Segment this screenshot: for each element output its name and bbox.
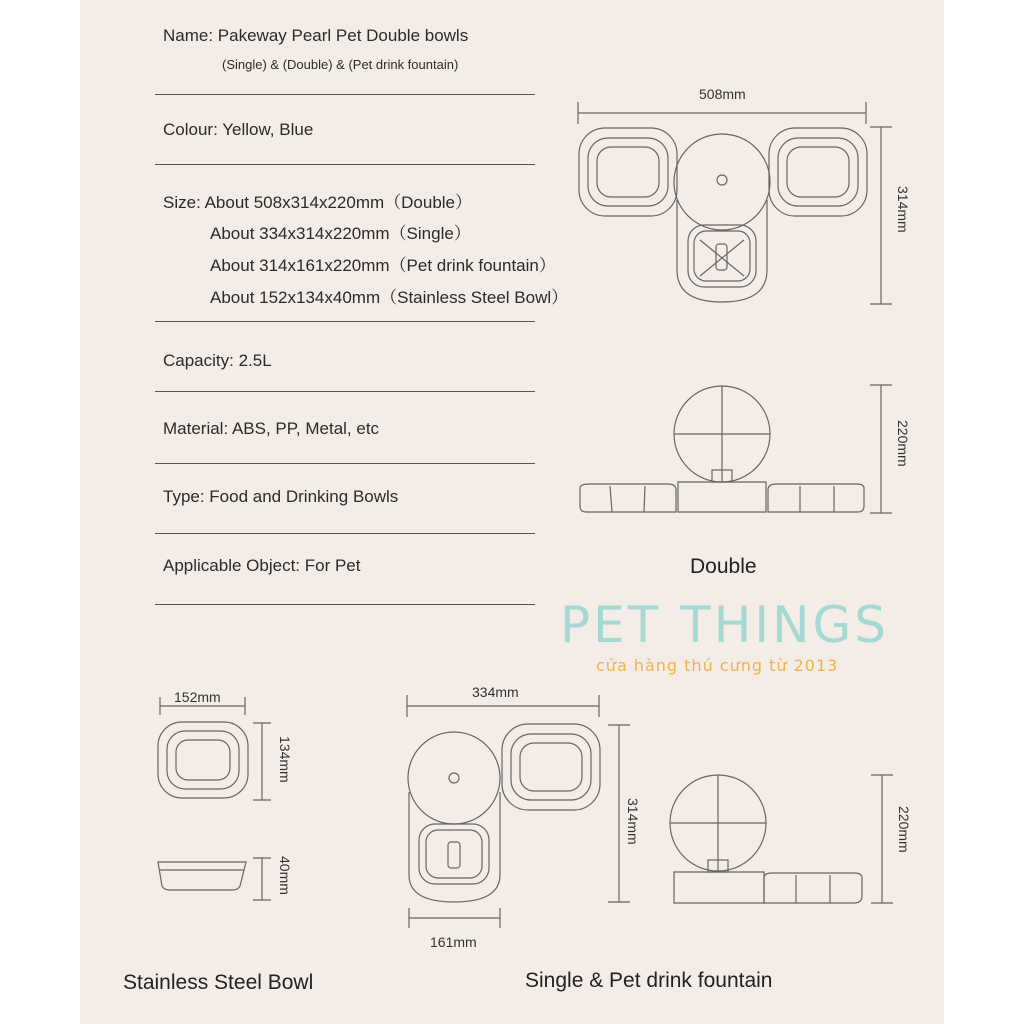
spec-size-bowl: About 152x134x40mm（Stainless Steel Bowl） [210, 288, 569, 307]
pet-things-tagline: cửa hàng thú cưng từ 2013 [596, 656, 839, 675]
spec-size-double: Size: About 508x314x220mm（Double） [163, 193, 473, 212]
bowl-caption: Stainless Steel Bowl [123, 971, 314, 994]
double-width-label: 508mm [699, 86, 746, 102]
spec-type: Type: Food and Drinking Bowls [163, 487, 399, 506]
pet-things-logo: PET THINGS [560, 596, 889, 654]
double-height-label: 220mm [895, 420, 911, 467]
single-height-label: 220mm [896, 806, 912, 853]
fountain-width-label: 161mm [430, 934, 477, 950]
double-caption: Double [690, 555, 757, 578]
double-depth-label: 314mm [895, 186, 911, 233]
bowl-depth-label: 134mm [277, 736, 293, 783]
spec-size-single: About 334x314x220mm（Single） [210, 224, 471, 243]
spec-colour: Colour: Yellow, Blue [163, 120, 314, 139]
spec-material: Material: ABS, PP, Metal, etc [163, 419, 380, 438]
single-depth-label: 314mm [625, 798, 641, 845]
single-width-label: 334mm [472, 684, 519, 700]
spec-size-fountain: About 314x161x220mm（Pet drink fountain） [210, 256, 556, 275]
spec-name: Name: Pakeway Pearl Pet Double bowls [163, 26, 469, 45]
bowl-width-label: 152mm [174, 689, 221, 705]
single-caption: Single & Pet drink fountain [525, 969, 773, 992]
spec-applicable-object: Applicable Object: For Pet [163, 556, 361, 575]
bowl-height-label: 40mm [277, 856, 293, 895]
spec-capacity: Capacity: 2.5L [163, 351, 272, 370]
spec-name-sub: (Single) & (Double) & (Pet drink fountain) [222, 57, 459, 72]
